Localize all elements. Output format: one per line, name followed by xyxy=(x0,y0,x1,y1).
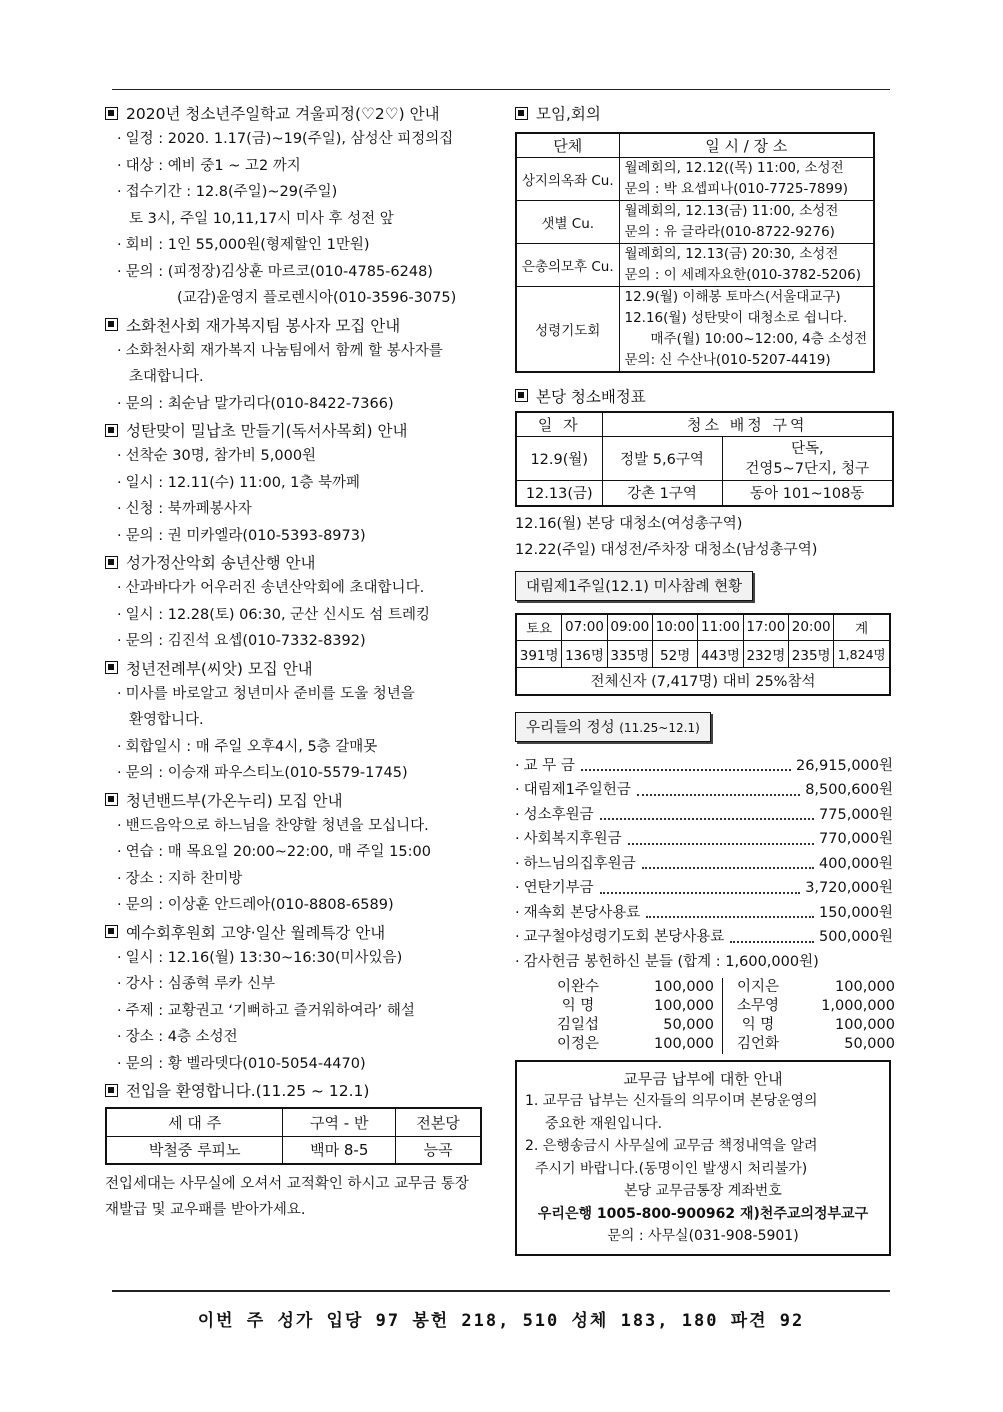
info-line: · 선착순 30명, 참가비 5,000원 xyxy=(105,443,495,470)
section-title-hiking: 성가정산악회 송년산행 안내 xyxy=(105,549,495,575)
table-row xyxy=(516,668,890,695)
info-line: · 일시 : 12.11(수) 11:00, 1층 북까페 xyxy=(105,470,495,497)
table-cell: 443명 xyxy=(698,641,743,668)
transfer-note: 전입세대는 사무실에 오셔서 교적확인 하시고 교무금 통장 재발급 및 교우패를 받아가세요. xyxy=(105,1176,469,1218)
table-cell: 12.9(월) xyxy=(516,437,602,481)
hymn-footer: 이번 주 성가 입당 97 봉헌 218, 510 성체 183, 180 파견 92 xyxy=(197,1311,805,1331)
table-cell: 232명 xyxy=(743,641,788,668)
section-title-liturgy: 청년전례부(씨앗) 모집 안내 xyxy=(105,655,495,681)
list-item: · 사회복지후원금 770,000원 xyxy=(515,827,893,852)
square-bullet-icon xyxy=(105,1084,118,1097)
info-line: · 연습 : 매 목요일 20:00~22:00, 매 주일 15:00 xyxy=(105,839,495,866)
list-item: · 대림제1주일헌금 8,500,600원 xyxy=(515,778,893,803)
table-cell: 1,824명 xyxy=(834,641,890,668)
list-item: · 교 무 금 26,915,000원 xyxy=(515,754,893,779)
square-bullet-icon xyxy=(515,389,528,402)
info-line: · 접수기간 : 12.8(주일)~29(주일) xyxy=(105,179,495,206)
meeting-info: 월례회의, 12.13(금) 20:30, 소성전 문의 : 이 세례자요한(010-3782-5206) xyxy=(619,243,874,286)
square-bullet-icon xyxy=(105,661,118,674)
table-row xyxy=(516,437,893,481)
group-name: 성령기도회 xyxy=(516,286,619,372)
table-header: 10:00 xyxy=(652,614,697,641)
info-line: · 일시 : 12.28(토) 06:30, 군산 신시도 섬 트레킹 xyxy=(105,602,495,629)
list-item: · 교구철야성령기도회 본당사용료 500,000원 xyxy=(515,925,893,950)
section-title-band: 청년밴드부(가온누리) 모집 안내 xyxy=(105,787,495,813)
info-line: · 소화천사회 재가복지 나눔팀에서 함께 할 봉사자를 xyxy=(105,338,495,365)
section-title-meetings: 모임,회의 xyxy=(515,100,893,126)
info-line: · 주제 : 교황권고 ‘기뻐하고 즐거워하여라’ 해설 xyxy=(105,998,495,1025)
section-title-winter-camp: 2020년 청소년주일학교 겨울피정(♡2♡) 안내 xyxy=(105,100,495,126)
info-line: · 강사 : 심종혁 루카 신부 xyxy=(105,971,495,998)
table-header: 구역 - 반 xyxy=(283,1108,396,1136)
info-line: · 장소 : 지하 찬미방 xyxy=(105,866,495,893)
cleaning-extra: 12.16(월) 본당 대청소(여성총구역) xyxy=(515,515,743,532)
meeting-info: 12.9(월) 이해봉 토마스(서울대교구) 12.16(월) 성탄맞이 대청소로 쉽니다. 매주(월) 10:00~12:00, 4층 소성전 문의: 신 수산나(010-5207-4419) xyxy=(619,286,874,372)
square-bullet-icon xyxy=(105,793,118,806)
square-bullet-icon xyxy=(105,318,118,331)
table-cell: 235명 xyxy=(789,641,834,668)
top-rule xyxy=(112,89,890,90)
group-name: 은총의모후 Cu. xyxy=(516,243,619,286)
list-item: · 성소후원금 775,000원 xyxy=(515,803,893,828)
table-header: 07:00 xyxy=(562,614,607,641)
transfer-table xyxy=(105,1107,482,1165)
offerings-label: 우리들의 정성 (11.25~12.1) xyxy=(515,712,711,742)
table-header: 09:00 xyxy=(607,614,652,641)
table-cell: 136명 xyxy=(562,641,607,668)
info-line: · 문의 : (피정장)김상훈 마르코(010-4785-6248) xyxy=(105,259,495,286)
table-cell: 12.13(금) xyxy=(516,481,602,506)
table-header: 일 시 / 장 소 xyxy=(619,133,874,157)
section-title-cleaning: 본당 청소배정표 xyxy=(515,383,893,409)
table-header: 17:00 xyxy=(743,614,788,641)
info-line: · 밴드음악으로 하느님을 찬양할 청년을 모십니다. xyxy=(105,813,495,840)
square-bullet-icon xyxy=(515,107,528,120)
table-cell: 단독, 건영5~7단지, 청구 xyxy=(722,437,893,481)
table-cell: 능곡 xyxy=(396,1136,481,1164)
section-title-welfare: 소화천사회 재가복지팀 봉사자 모집 안내 xyxy=(105,312,495,338)
table-header-row xyxy=(516,133,874,157)
list-item: · 재속회 본당사용료 150,000원 xyxy=(515,901,893,926)
table-header: 단체 xyxy=(516,133,619,157)
cleaning-table xyxy=(515,411,894,507)
info-line: · 문의 : 이상훈 안드레아(010-8808-6589) xyxy=(105,892,495,919)
table-header-row xyxy=(516,412,893,437)
info-line: 토 3시, 주일 10,11,17시 미사 후 성전 앞 xyxy=(129,210,394,227)
info-line: · 회합일시 : 매 주일 오후4시, 5층 갈매못 xyxy=(105,734,495,761)
info-line: · 문의 : 김진석 요셉(010-7332-8392) xyxy=(105,628,495,655)
table-cell: 335명 xyxy=(607,641,652,668)
mass-label: 대림제1주일(12.1) 미사참례 현황 xyxy=(515,571,753,601)
meeting-info: 월례회의, 12.13(금) 11:00, 소성전 문의 : 유 글라라(010-8722-9276) xyxy=(619,200,874,243)
tithe-guide-box: 교무금 납부에 대한 안내 1. 교무금 납부는 신자들의 의무이며 본당운영의 중요한 재원입니다. 2. 은행송금시 사무실에 교무금 책정내역을 알려 주시기 바랍니다.(동명이인 발생시 처리불가) 본당 교무금통장 계좌번호 우리은행 1005-800-900962 재)천주교의정부교구 문의 : 사무실(031-908-5901) xyxy=(515,1060,891,1256)
table-row xyxy=(516,641,890,668)
table-cell: 391명 xyxy=(516,641,562,668)
table-header: 계 xyxy=(834,614,890,641)
table-header-row xyxy=(516,614,890,641)
group-name: 샛별 Cu. xyxy=(516,200,619,243)
table-cell: 박철중 루피노 xyxy=(106,1136,283,1164)
table-row xyxy=(516,157,874,200)
table-header: 11:00 xyxy=(698,614,743,641)
square-bullet-icon xyxy=(105,107,118,120)
section-title-lecture: 예수회후원회 고양·일산 월례특강 안내 xyxy=(105,919,495,945)
mass-table xyxy=(515,613,891,696)
left-column xyxy=(105,100,495,1223)
group-name: 상지의옥좌 Cu. xyxy=(516,157,619,200)
right-column xyxy=(515,100,893,1256)
info-line: · 일정 : 2020. 1.17(금)~19(주일), 삼성산 피정의집 xyxy=(105,126,495,153)
meeting-info: 월례회의, 12.12((목) 11:00, 소성전 문의 : 박 요셉피나(010-7725-7899) xyxy=(619,157,874,200)
info-line: · 산과바다가 어우러진 송년산악회에 초대합니다. xyxy=(105,575,495,602)
table-row xyxy=(516,200,874,243)
offerings-list xyxy=(515,754,893,975)
info-line: · 대상 : 예비 중1 ~ 고2 까지 xyxy=(105,153,495,180)
table-header: 청소 배정 구역 xyxy=(602,412,893,437)
cleaning-extra: 12.22(주일) 대성전/주차장 대청소(남성총구역) xyxy=(515,541,818,558)
info-line: · 일시 : 12.16(월) 13:30~16:30(미사있음) xyxy=(105,945,495,972)
list-item: · 연탄기부금 3,720,000원 xyxy=(515,876,893,901)
info-line: · 문의 : 이승재 파우스티노(010-5579-1745) xyxy=(105,760,495,787)
table-header: 토요 xyxy=(516,614,562,641)
square-bullet-icon xyxy=(105,556,118,569)
mass-summary: 전체신자 (7,417명) 대비 25%참석 xyxy=(516,668,890,695)
table-row xyxy=(516,243,874,286)
table-header: 20:00 xyxy=(789,614,834,641)
section-title-transfer: 전입을 환영합니다.(11.25 ~ 12.1) xyxy=(105,1077,495,1103)
info-line: (교감)윤영지 플로렌시아(010-3596-3075) xyxy=(177,290,457,306)
info-line: · 회비 : 1인 55,000원(형제할인 1만원) xyxy=(105,232,495,259)
info-line: · 문의 : 최순남 말가리다(010-8422-7366) xyxy=(105,391,495,418)
table-cell: 백마 8-5 xyxy=(283,1136,396,1164)
guide-title: 교무금 납부에 대한 안내 xyxy=(623,1070,783,1088)
info-line: · 문의 : 황 벨라뎃다(010-5054-4470) xyxy=(105,1051,495,1078)
table-cell: 정발 5,6구역 xyxy=(602,437,722,481)
bottom-rule xyxy=(112,1290,890,1292)
square-bullet-icon xyxy=(105,925,118,938)
info-line: · 미사를 바로알고 청년미사 준비를 도울 청년을 xyxy=(105,681,495,708)
meetings-table xyxy=(515,132,875,373)
info-line: 환영합니다. xyxy=(129,712,204,728)
info-line: 초대합니다. xyxy=(129,369,204,385)
info-line: · 신청 : 북까페봉사자 xyxy=(105,496,495,523)
table-row xyxy=(516,481,893,506)
list-item: · 하느님의집후원금 400,000원 xyxy=(515,852,893,877)
table-header-row xyxy=(106,1108,481,1136)
offerings-label-wrap xyxy=(515,712,893,742)
section-title-candle: 성탄맞이 밀납초 만들기(독서사목회) 안내 xyxy=(105,417,495,443)
table-cell: 52명 xyxy=(652,641,697,668)
table-cell: 동아 101~108동 xyxy=(722,481,893,506)
table-row xyxy=(106,1136,481,1164)
table-header: 전본당 xyxy=(396,1108,481,1136)
table-cell: 강촌 1구역 xyxy=(602,481,722,506)
table-row xyxy=(516,286,874,372)
table-header: 일 자 xyxy=(516,412,602,437)
mass-label-wrap xyxy=(515,571,893,601)
info-line: · 문의 : 권 미카엘라(010-5393-8973) xyxy=(105,523,495,550)
table-header: 세 대 주 xyxy=(106,1108,283,1136)
square-bullet-icon xyxy=(105,424,118,437)
donor-grid: 이완수 100,000 이지은 100,000 익 명 100,000 소무영 1,000,000 김일섭 50,000 익 명 100,000 이정은 100,000 김언화 50,000 xyxy=(556,979,895,1052)
info-line: · 장소 : 4층 소성전 xyxy=(105,1024,495,1051)
thanks-line: · 감사헌금 봉헌하신 분들 (합계 : 1,600,000원) xyxy=(515,950,893,975)
